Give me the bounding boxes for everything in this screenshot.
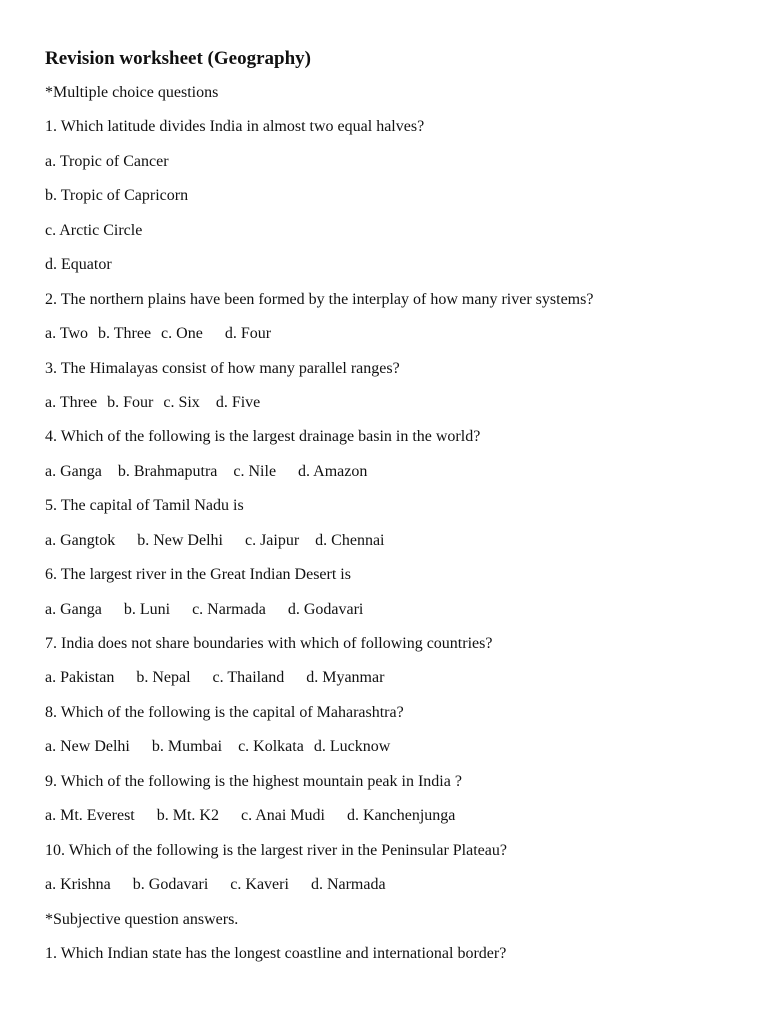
page-title: Revision worksheet (Geography) (45, 48, 311, 69)
question-10-option-c: c. Kaveri (230, 876, 289, 894)
question-2: 2. The northern plains have been formed by the interplay of how many river systems? (45, 290, 594, 308)
question-5-option-a: a. Gangtok (45, 531, 116, 549)
subjective-heading: *Subjective question answers. (45, 910, 239, 928)
question-6-option-a: a. Ganga (45, 600, 102, 618)
question-5: 5. The capital of Tamil Nadu is (45, 497, 244, 515)
question-6-options (45, 597, 748, 623)
question-10-option-a: a. Krishna (45, 876, 111, 894)
question-10-option-d: d. Narmada (310, 876, 386, 894)
question-2-option-d: d. Four (224, 325, 272, 343)
question-4-option-d: d. Amazon (298, 462, 368, 480)
question-6: 6. The largest river in the Great Indian Desert is (45, 566, 351, 584)
question-1-option-b: b. Tropic of Capricorn (45, 187, 189, 205)
question-2-options (45, 321, 748, 347)
mcq-heading: *Multiple choice questions (45, 84, 219, 101)
question-8-options (45, 734, 748, 760)
question-1-option-d: d. Equator (45, 256, 112, 274)
question-2-option-a: a. Two (45, 325, 89, 343)
question-5-option-d: d. Chennai (315, 531, 385, 549)
question-7: 7. India does not share boundaries with which of following countries? (45, 635, 493, 652)
question-3-options (45, 390, 748, 416)
question-1-option-a: a. Tropic of Cancer (45, 152, 169, 170)
question-7-options (45, 665, 748, 691)
question-9-option-b: b. Mt. K2 (156, 807, 219, 825)
question-4-option-b: b. Brahmaputra (117, 462, 218, 480)
question-10: 10. Which of the following is the largest river in the Peninsular Plateau? (45, 841, 507, 859)
question-8-option-a: a. New Delhi (45, 738, 130, 756)
question-5-option-c: c. Jaipur (244, 531, 300, 549)
question-9-options (45, 803, 748, 829)
question-7-option-a: a. Pakistan (45, 669, 115, 687)
question-5-options (45, 528, 748, 554)
question-8-option-b: b. Mumbai (151, 738, 223, 756)
question-9-option-c: c. Anai Mudi (240, 807, 325, 825)
question-6-option-d: d. Godavari (287, 600, 364, 618)
question-4-option-a: a. Ganga (45, 462, 102, 480)
question-2-option-c: c. One (161, 325, 203, 343)
subjective-question-1: 1. Which Indian state has the longest coastline and international border? (45, 944, 507, 962)
question-6-option-b: b. Luni (123, 600, 171, 618)
question-3: 3. The Himalayas consist of how many parallel ranges? (45, 359, 400, 377)
question-1: 1. Which latitude divides India in almost two equal halves? (45, 118, 425, 136)
question-8: 8. Which of the following is the capital of Maharashtra? (45, 703, 404, 721)
question-9: 9. Which of the following is the highest mountain peak in India ? (45, 772, 462, 790)
question-3-option-a: a. Three (45, 393, 98, 411)
question-10-option-b: b. Godavari (132, 876, 209, 894)
worksheet-page (45, 46, 748, 975)
question-5-option-b: b. New Delhi (137, 531, 223, 549)
question-7-option-b: b. Nepal (136, 669, 191, 687)
question-3-option-b: b. Four (107, 393, 154, 411)
question-9-option-d: d. Kanchenjunga (346, 807, 456, 825)
question-4-option-c: c. Nile (233, 462, 277, 480)
question-8-option-c: c. Kolkata (238, 738, 304, 756)
question-8-option-d: d. Lucknow (313, 738, 391, 756)
question-4: 4. Which of the following is the largest drainage basin in the world? (45, 428, 481, 446)
question-1-option-c: c. Arctic Circle (45, 221, 143, 239)
question-2-option-b: b. Three (98, 325, 152, 343)
question-10-options (45, 872, 748, 898)
question-3-option-d: d. Five (215, 393, 261, 411)
question-7-option-c: c. Thailand (212, 669, 285, 687)
question-3-option-c: c. Six (163, 393, 200, 411)
question-4-options (45, 459, 748, 485)
question-6-option-c: c. Narmada (192, 600, 266, 618)
question-9-option-a: a. Mt. Everest (45, 807, 135, 825)
question-7-option-d: d. Myanmar (306, 669, 385, 687)
